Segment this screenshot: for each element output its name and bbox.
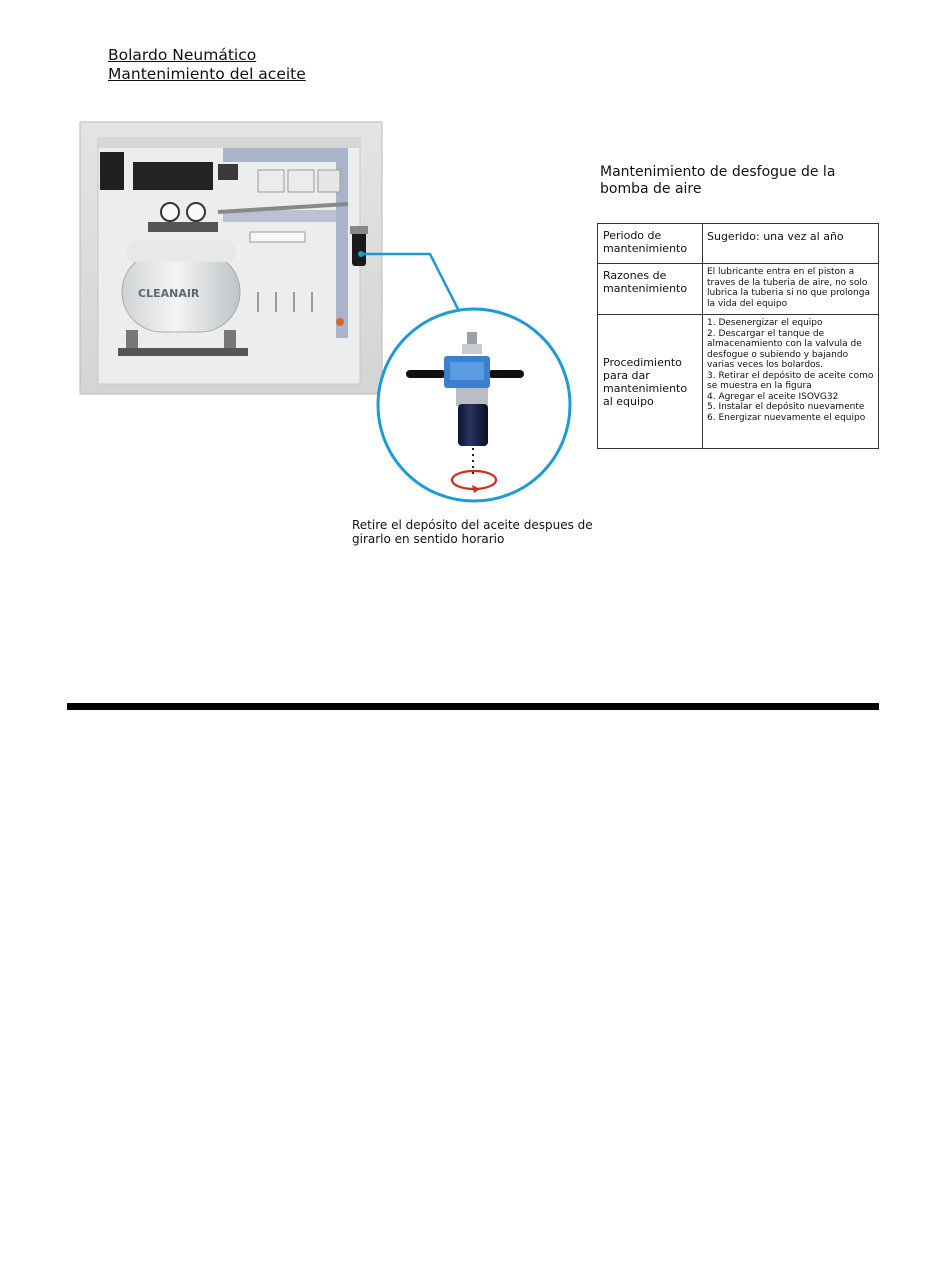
horizontal-rule bbox=[67, 703, 879, 710]
procedure-step: 2. Descargar el tanque de almacenamiento con la valvula de desfogue o subiendo y bajando varias veces los bolardos. bbox=[707, 328, 862, 370]
maintenance-illustration bbox=[78, 112, 588, 512]
row-value: El lubricante entra en el piston a traves de la tuberia de aire, no solo lubrica la tuberia si no que prolonga la vida del equipo bbox=[703, 264, 879, 315]
document-subtitle: Mantenimiento del aceite bbox=[108, 65, 306, 83]
illustration-caption: Retire el depósito del aceite despues de girarlo en sentido horario bbox=[352, 518, 593, 546]
row-key: Razones de mantenimiento bbox=[598, 264, 703, 315]
document-title: Bolardo Neumático bbox=[108, 46, 257, 64]
procedure-step: 1. Desenergizar el equipo bbox=[707, 318, 823, 328]
row-value: Sugerido: una vez al año bbox=[703, 224, 879, 264]
table-row bbox=[598, 315, 879, 449]
procedure-step: 4. Agregar el aceite ISOVG32 bbox=[707, 391, 839, 402]
procedure-step: 5. Instalar el depósito nuevamente bbox=[707, 402, 865, 412]
procedure-step: 6. Energizar nuevamente el equipo bbox=[707, 412, 866, 423]
cabinet-photo bbox=[80, 122, 382, 394]
side-panel-title: Mantenimiento de desfogue de la bomba de aire bbox=[600, 164, 836, 197]
table-row bbox=[598, 224, 879, 264]
filter-zoom-circle bbox=[378, 309, 570, 501]
tank-brand-label: CLEANAIR bbox=[138, 287, 200, 300]
procedure-step: 3. Retirar el depósito de aceite como se muestra en la figura bbox=[707, 370, 874, 391]
table-row bbox=[598, 264, 879, 315]
procedure-steps bbox=[703, 315, 879, 449]
maintenance-table bbox=[597, 223, 879, 449]
row-key: Procedimiento para dar mantenimiento al equipo bbox=[598, 315, 703, 449]
row-key: Periodo de mantenimiento bbox=[598, 224, 703, 264]
